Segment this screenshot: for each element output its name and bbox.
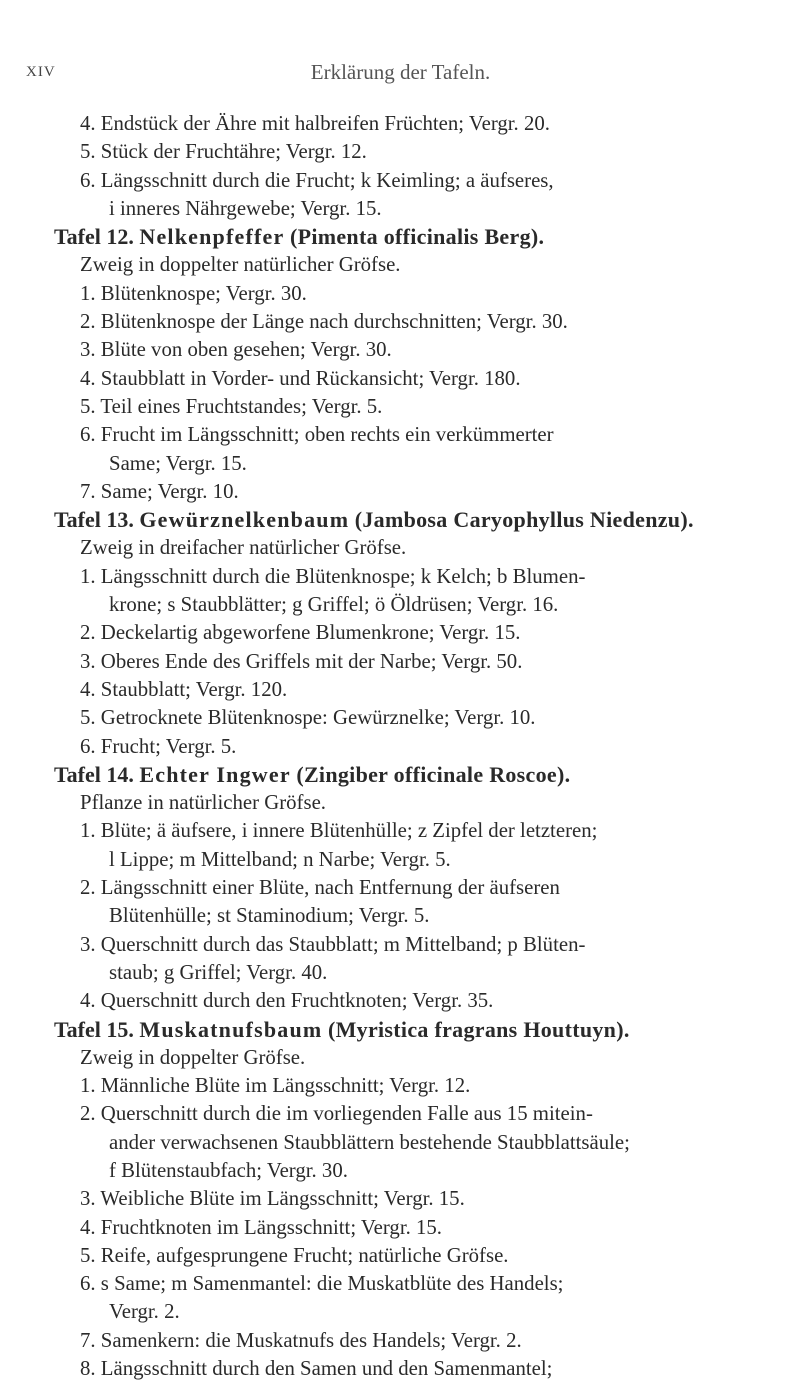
plate-heading	[42, 506, 777, 534]
figure-item: 1. Blütenknospe; Vergr. 30.	[80, 281, 307, 305]
figure-item: 3. Oberes Ende des Griffels mit der Narbe; Vergr. 50.	[80, 649, 523, 673]
plate-label: Tafel 15.	[54, 1016, 134, 1042]
figure-item: 5. Stück der Fruchtähre; Vergr. 12.	[80, 140, 367, 164]
figure-item: 2. Deckelartig abgeworfene Blumenkrone; Vergr. 15.	[80, 621, 521, 645]
figure-item: 6. s Same; m Samenmantel: die Muskatblüte des Handels;	[80, 1272, 564, 1296]
figure-item-continuation: Same; Vergr. 15.	[109, 451, 247, 475]
figure-item: 7. Samenkern: die Muskatnufs des Handels; Vergr. 2.	[80, 1328, 522, 1352]
plate-label: Tafel 13.	[54, 507, 134, 533]
running-head: Erklärung der Tafeln.	[310, 60, 491, 84]
plate-species: (Zingiber officinale Roscoe).	[296, 761, 571, 787]
figure-item-continuation: l Lippe; m Mittelband; n Narbe; Vergr. 5.	[109, 847, 451, 871]
figure-item: 6. Frucht im Längsschnitt; oben rechts ein verkümmerter	[80, 423, 554, 447]
figure-item-continuation: krone; s Staubblätter; g Griffel; ö Öldrüsen; Vergr. 16.	[109, 593, 559, 617]
plate-heading	[42, 223, 777, 251]
figure-item: 4. Staubblatt in Vorder- und Rückansicht; Vergr. 180.	[80, 366, 521, 390]
plate-subtitle: Pflanze in natürlicher Gröfse.	[80, 791, 326, 815]
figure-item: 1. Männliche Blüte im Längsschnitt; Vergr. 12.	[80, 1074, 471, 1098]
figure-item: 4. Querschnitt durch den Fruchtknoten; Vergr. 35.	[80, 989, 494, 1013]
figure-item: 3. Weibliche Blüte im Längsschnitt; Vergr. 15.	[80, 1187, 465, 1211]
figure-item: 4. Staubblatt; Vergr. 120.	[80, 677, 288, 701]
figure-item: 7. Same; Vergr. 10.	[80, 479, 239, 503]
plate-name: Muskatnufsbaum	[139, 1016, 323, 1042]
figure-item: 1. Blüte; ä äufsere, i innere Blütenhülle; z Zipfel der letzteren;	[80, 819, 598, 843]
figure-item: 5. Teil eines Fruchtstandes; Vergr. 5.	[80, 394, 383, 418]
figure-item: 8. Längsschnitt durch den Samen und den Samenmantel;	[80, 1357, 553, 1381]
plate-label: Tafel 14.	[54, 761, 134, 787]
plate-name: Gewürznelkenbaum	[139, 507, 350, 533]
plate-label: Tafel 12.	[54, 224, 134, 250]
figure-item: 3. Blüte von oben gesehen; Vergr. 30.	[80, 338, 392, 362]
figure-item-continuation: f Blütenstaubfach; Vergr. 30.	[109, 1158, 348, 1182]
plate-species: (Pimenta officinalis Berg).	[289, 224, 545, 250]
plate-subtitle: Zweig in doppelter natürlicher Gröfse.	[80, 253, 401, 277]
figure-item: 6. Frucht; Vergr. 5.	[80, 734, 237, 758]
figure-item: 3. Querschnitt durch das Staubblatt; m Mittelband; p Blüten-	[80, 932, 586, 956]
figure-item: 2. Längsschnitt einer Blüte, nach Entfernung der äufseren	[80, 876, 560, 900]
plate-heading	[42, 1016, 777, 1044]
figure-item-continuation: staub; g Griffel; Vergr. 40.	[109, 960, 328, 984]
plate-name: Echter Ingwer	[139, 761, 291, 787]
figure-item-continuation: ander verwachsenen Staubblättern bestehende Staubblattsäule;	[109, 1130, 630, 1154]
figure-item: 1. Längsschnitt durch die Blütenknospe; k Kelch; b Blumen-	[80, 564, 586, 588]
figure-item-continuation: Vergr. 2.	[109, 1300, 180, 1324]
figure-item: 6. Längsschnitt durch die Frucht; k Keimling; a äufseres,	[80, 168, 554, 192]
plate-name: Nelkenpfeffer	[139, 224, 285, 250]
plate-explanations	[42, 110, 777, 1383]
plate-species: (Jambosa Caryophyllus Niedenzu).	[354, 507, 694, 533]
figure-item: 2. Blütenknospe der Länge nach durchschnitten; Vergr. 30.	[80, 310, 568, 334]
plate-heading	[42, 761, 777, 789]
figure-item-continuation: i inneres Nährgewebe; Vergr. 15.	[109, 196, 382, 220]
plate-species: (Myristica fragrans Houttuyn).	[327, 1016, 630, 1042]
plate-subtitle: Zweig in doppelter Gröfse.	[80, 1045, 306, 1069]
figure-item-continuation: Blütenhülle; st Staminodium; Vergr. 5.	[109, 904, 430, 928]
figure-item: 5. Getrocknete Blütenknospe: Gewürznelke; Vergr. 10.	[80, 706, 536, 730]
figure-item: 5. Reife, aufgesprungene Frucht; natürliche Gröfse.	[80, 1243, 509, 1267]
page-number: XIV	[26, 64, 56, 80]
plate-subtitle: Zweig in dreifacher natürlicher Gröfse.	[80, 536, 407, 560]
figure-item: 4. Endstück der Ähre mit halbreifen Früchten; Vergr. 20.	[80, 112, 550, 135]
figure-item: 2. Querschnitt durch die im vorliegenden Falle aus 15 mitein-	[80, 1102, 593, 1126]
figure-item: 4. Fruchtknoten im Längsschnitt; Vergr. 15.	[80, 1215, 442, 1239]
